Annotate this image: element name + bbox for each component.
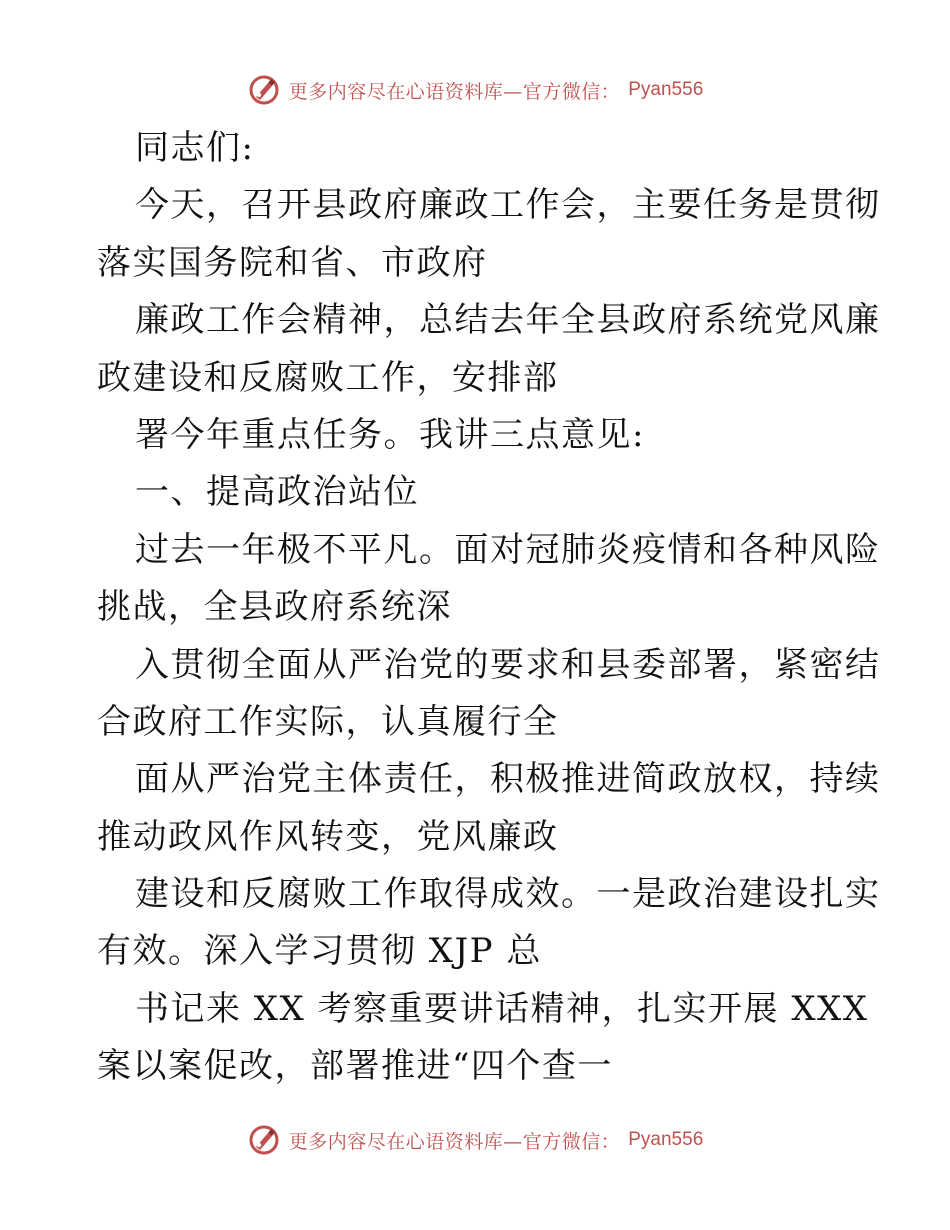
text-line: 过去一年极不平凡。面对冠肺炎疫情和各种风险: [135, 529, 881, 570]
banner-text: 更多内容尽在心语资料库—官方微信：: [288, 80, 621, 103]
text-line: 案以案促改，部署推进“四个查一: [97, 1046, 613, 1087]
text-line: 合政府工作实际，认真履行全: [97, 701, 559, 742]
wechat-id: Pyan556: [628, 1129, 704, 1150]
pen-logo-icon: [247, 73, 281, 107]
text-line: 政建设和反腐败工作，安排部: [97, 357, 559, 398]
text-line: 推动政风作风转变，党风廉政: [97, 816, 559, 857]
text-line: 书记来 XX 考察重要讲话精神，扎实开展 XXX: [135, 988, 869, 1029]
wechat-id: Pyan556: [628, 79, 704, 100]
banner-text: 更多内容尽在心语资料库—官方微信：: [288, 1130, 621, 1153]
text-line: 一、提高政治站位: [135, 472, 419, 513]
text-line: 面从严治党主体责任，积极推进简政放权，持续: [135, 759, 881, 800]
text-line: 廉政工作会精神，总结去年全县政府系统党风廉: [135, 300, 881, 341]
text-line: 有效。深入学习贯彻 XJP 总: [97, 931, 542, 972]
text-line: 同志们:: [135, 128, 255, 168]
header-banner: [0, 70, 950, 110]
text-line: 今天，召开县政府廉政工作会，主要任务是贯彻: [135, 185, 881, 226]
footer-banner: [0, 1120, 950, 1160]
document-body: [97, 120, 881, 1096]
text-line: 建设和反腐败工作取得成效。一是政治建设扎实: [135, 874, 881, 915]
text-line: 署今年重点任务。我讲三点意见:: [135, 414, 645, 455]
text-line: 入贯彻全面从严治党的要求和县委部署，紧密结: [135, 644, 881, 685]
text-line: 挑战，全县政府系统深: [97, 587, 452, 628]
pen-logo-icon: [247, 1123, 281, 1157]
text-line: 落实国务院和省、市政府: [97, 242, 488, 283]
